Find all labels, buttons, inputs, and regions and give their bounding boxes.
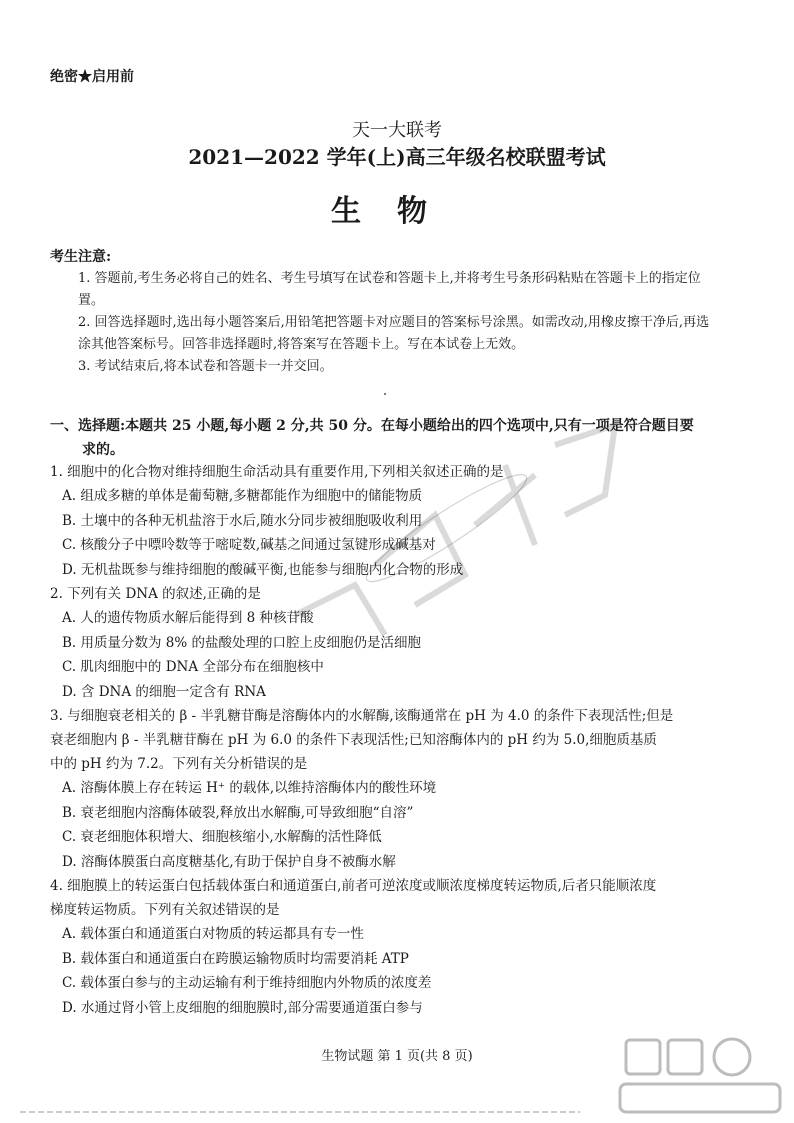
option-b: B. 土壤中的各种无机盐溶于水后,随水分同步被细胞吸收利用 <box>62 512 423 529</box>
notice-item: 3. 考试结束后,将本试卷和答题卡一并交回。 <box>78 359 333 374</box>
question-stem: 1. 细胞中的化合物对维持细胞生命活动具有重要作用,下列相关叙述正确的是 <box>50 464 504 480</box>
exam-title: 2021—2022 学年(上)高三年级名校联盟考试 <box>188 145 606 169</box>
exam-organizer: 天一大联考 <box>352 120 442 141</box>
option-d: D. 溶酶体膜蛋白高度糖基化,有助于保护自身不被酶水解 <box>62 853 396 870</box>
question-stem: 衰老细胞内 β - 半乳糖苷酶在 pH 为 6.0 的条件下表现活性;已知溶酶体内的 pH 约为 5.0,细胞质基质 <box>50 732 657 748</box>
scan-footer-line <box>20 1110 580 1114</box>
question-stem: 中的 pH 约为 7.2。下列有关分析错误的是 <box>50 756 308 772</box>
option-b: B. 用质量分数为 8% 的盐酸处理的口腔上皮细胞仍是活细胞 <box>62 634 422 651</box>
option-c: C. 核酸分子中嘌呤数等于嘧啶数,碱基之间通过氢键形成碱基对 <box>62 537 436 553</box>
question-stem: 梯度转运物质。下列有关叙述错误的是 <box>50 902 280 918</box>
question-stem: 3. 与细胞衰老相关的 β - 半乳糖苷酶是溶酶体内的水解酶,该酶通常在 pH 为 4.0 的条件下表现活性;但是 <box>50 708 674 724</box>
logo-wordmark <box>620 1084 780 1112</box>
question-list <box>50 460 740 1020</box>
option-c: C. 载体蛋白参与的主动运输有利于维持细胞内外物质的浓度差 <box>62 975 432 991</box>
section-heading-line: 求的。 <box>82 442 124 458</box>
option-b: B. 载体蛋白和通道蛋白在跨膜运输物质时均需要消耗 ATP <box>62 950 409 967</box>
notice-item: 1. 答题前,考生务必将自己的姓名、考生号填写在试卷和答题卡上,并将考生号条形码粘贴在答题卡上的指定位置。 <box>78 271 701 308</box>
option-a: A. 溶酶体膜上存在转运 H⁺ 的载体,以维持溶酶体内的酸性环境 <box>62 780 437 796</box>
option-a: A. 载体蛋白和通道蛋白对物质的转运都具有专一性 <box>62 926 364 942</box>
section-heading-line: 一、选择题:本题共 25 小题,每小题 2 分,共 50 分。在每小题给出的四个选项中,只有一项是符合题目要 <box>50 418 694 434</box>
option-d: D. 含 DNA 的细胞一定含有 RNA <box>62 683 266 700</box>
option-a: A. 人的遗传物质水解后能得到 8 种核苷酸 <box>62 610 314 626</box>
option-c: C. 衰老细胞体积增大、细胞核缩小,水解酶的活性降低 <box>62 829 382 845</box>
option-d: D. 水通过肾小管上皮细胞的细胞膜时,部分需要通道蛋白参与 <box>62 999 423 1016</box>
subject-title: 生物 <box>331 194 463 229</box>
notice-title: 考生注意: <box>50 249 112 265</box>
question-stem: 4. 细胞膜上的转运蛋白包括载体蛋白和通道蛋白,前者可逆浓度或顺浓度梯度转运物质,后者只能顺浓度 <box>50 878 657 894</box>
option-a: A. 组成多糖的单体是葡萄糖,多糖都能作为细胞中的储能物质 <box>62 488 423 504</box>
question-1 <box>50 460 740 582</box>
question-2 <box>50 582 740 704</box>
question-4 <box>50 874 740 1020</box>
notice-list <box>78 268 718 378</box>
site-logo <box>612 1030 792 1120</box>
page-footer: 生物试题 第 1 页(共 8 页) <box>321 1049 473 1064</box>
section-heading <box>50 414 738 462</box>
question-stem: 2. 下列有关 DNA 的叙述,正确的是 <box>50 586 261 602</box>
question-3 <box>50 704 740 874</box>
option-d: D. 无机盐既参与维持细胞的酸碱平衡,也能参与细胞内化合物的形成 <box>62 561 464 578</box>
confidential-label: 绝密★启用前 <box>50 69 134 85</box>
option-b: B. 衰老细胞内溶酶体破裂,释放出水解酶,可导致细胞“自溶” <box>62 804 414 821</box>
option-c: C. 肌肉细胞中的 DNA 全部分布在细胞核中 <box>62 659 324 675</box>
notice-item: 2. 回答选择题时,选出每小题答案后,用铅笔把答题卡对应题目的答案标号涂黑。如需改动,用橡皮擦干净后,再选涂其他答案标号。回答非选择题时,将答案写在答题卡上。写在本试卷上无效。 <box>78 315 710 352</box>
scan-speck <box>384 393 386 395</box>
